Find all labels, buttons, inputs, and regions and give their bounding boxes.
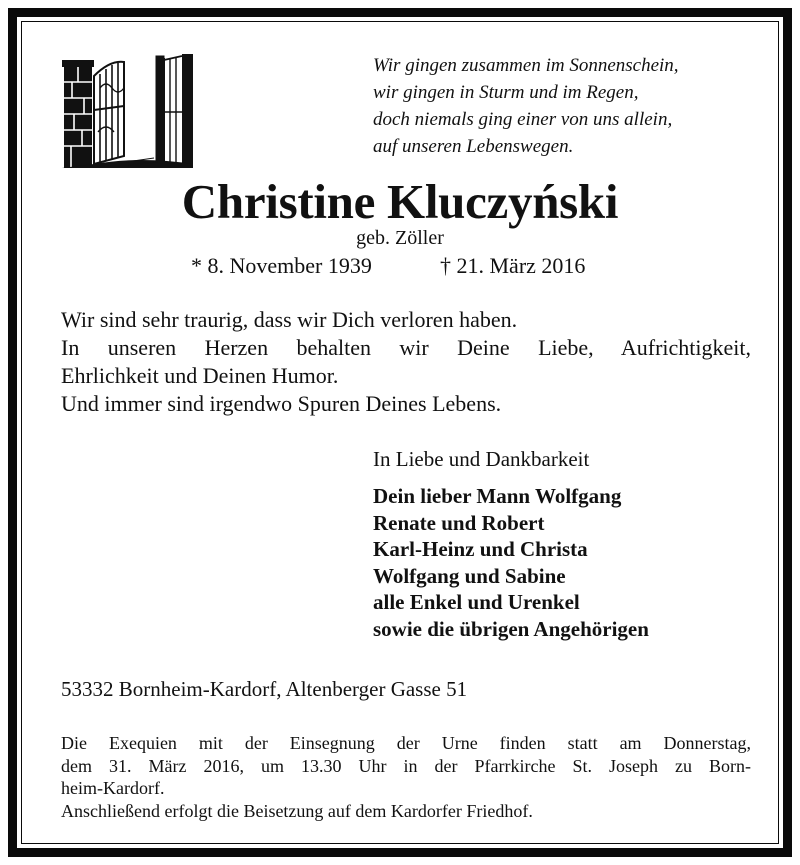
closing-line: In Liebe und Dankbarkeit — [373, 447, 590, 471]
deceased-name: Christine Kluczyński — [181, 174, 619, 229]
poem-line: doch niemals ging einer von uns allein, — [373, 109, 673, 130]
family-address: 53332 Bornheim-Kardorf, Altenberger Gasse 51 — [61, 677, 468, 701]
service-details — [61, 732, 751, 822]
service-line: Anschließend erfolgt die Beisetzung auf dem Kardorfer Friedhof. — [61, 800, 533, 821]
mourner: Wolfgang und Sabine — [373, 563, 566, 588]
mourner: Dein lieber Mann Wolfgang — [373, 484, 622, 508]
birth-date: * 8. November 1939 — [191, 253, 372, 278]
message-line: Ehrlichkeit und Deinen Humor. — [61, 363, 339, 388]
mourner: Karl-Heinz und Christa — [373, 537, 588, 562]
mourner: sowie die übrigen Angehörigen — [373, 616, 649, 641]
poem-line: wir gingen in Sturm und im Regen, — [373, 82, 639, 103]
service-line: dem 31. März 2016, um 13.30 Uhr in der Pfarrkirche St. Joseph zu Born- — [61, 755, 751, 776]
mourner: alle Enkel und Urenkel — [373, 590, 580, 615]
poem-line: Wir gingen zusammen im Sonnenschein, — [373, 55, 679, 76]
open-gate-icon — [60, 52, 195, 170]
poem — [373, 52, 679, 160]
condolence-message — [61, 306, 751, 418]
birth-name: geb. Zöller — [356, 227, 444, 249]
message-line: Und immer sind irgendwo Spuren Deines Lebens. — [61, 391, 502, 416]
service-line: Die Exequien mit der Einsegnung der Urne finden statt am Donnerstag, — [61, 733, 751, 753]
mourner: Renate und Robert — [373, 510, 545, 535]
poem-line: auf unseren Lebenswegen. — [373, 136, 574, 157]
mourners-list — [373, 483, 649, 643]
service-line: heim-Kardorf. — [61, 778, 165, 798]
death-date: † 21. März 2016 — [440, 253, 586, 278]
message-line: Wir sind sehr traurig, dass wir Dich verloren haben. — [61, 307, 518, 332]
message-line: In unseren Herzen behalten wir Deine Liebe, Aufrichtigkeit, — [61, 335, 751, 360]
